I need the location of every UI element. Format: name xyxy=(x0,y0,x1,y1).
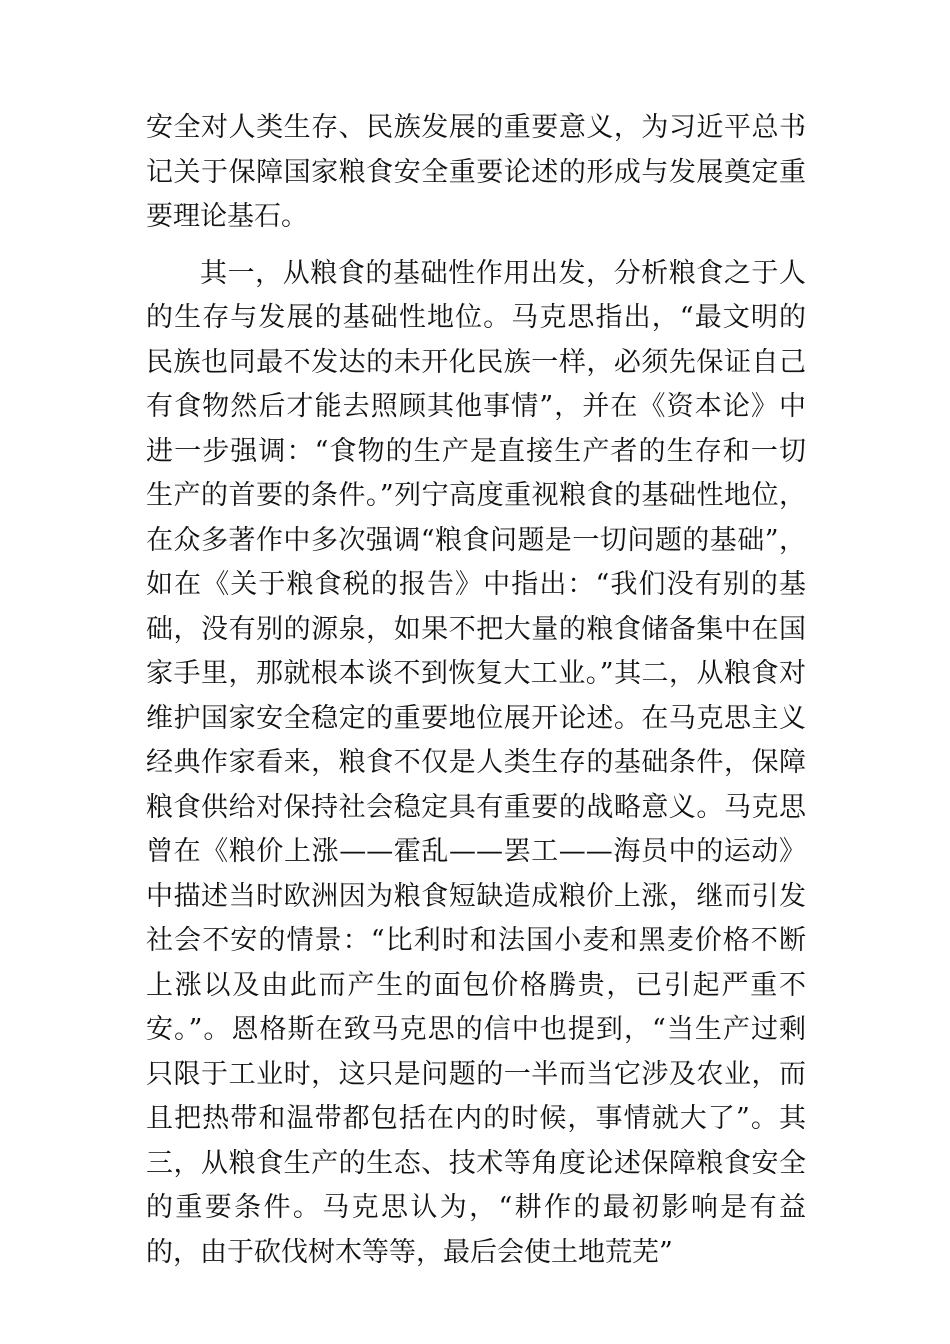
body-text xyxy=(146,106,806,1275)
paragraph-continued: 安全对人类生存、民族发展的重要意义，为习近平总书记关于保障国家粮食安全重要论述的形成与发展奠定重要理论基石。 xyxy=(146,112,806,232)
paragraph-main: 其一，从粮食的基础性作用出发，分析粮食之于人的生存与发展的基础性地位。马克思指出，“最文明的民族也同最不发达的未开化民族一样，必须先保证自己有食物然后才能去照顾其他事情”，并在《资本论》中进一步强调：“食物的生产是直接生产者的生存和一切生产的首要的条件。”列宁高度重视粮食的基础性地位，在众多著作中多次强调“粮食问题是一切问题的基础”，如在《关于粮食税的报告》中指出：“我们没有别的基础，没有别的源泉，如果不把大量的粮食储备集中在国家手里，那就根本谈不到恢复大工业。”其二，从粮食对维护国家安全稳定的重要地位展开论述。在马克思主义经典作家看来，粮食不仅是人类生存的基础条件，保障粮食供给对保持社会稳定具有重要的战略意义。马克思曾在《粮价上涨——霍乱——罢工——海员中的运动》中描述当时欧洲因为粮食短缺造成粮价上涨，继而引发社会不安的情景：“比利时和法国小麦和黑麦价格不断上涨以及由此而产生的面包价格腾贵，已引起严重不安。”。恩格斯在致马克思的信中也提到，“当生产过剩只限于工业时，这只是问题的一半而当它涉及农业，而且把热带和温带都包括在内的时候，事情就大了”。其三，从粮食生产的生态、技术等角度论述保障粮食安全的重要条件。马克思认为，“耕作的最初影响是有益的，由于砍伐树木等等，最后会使土地荒芜” xyxy=(146,257,806,1268)
